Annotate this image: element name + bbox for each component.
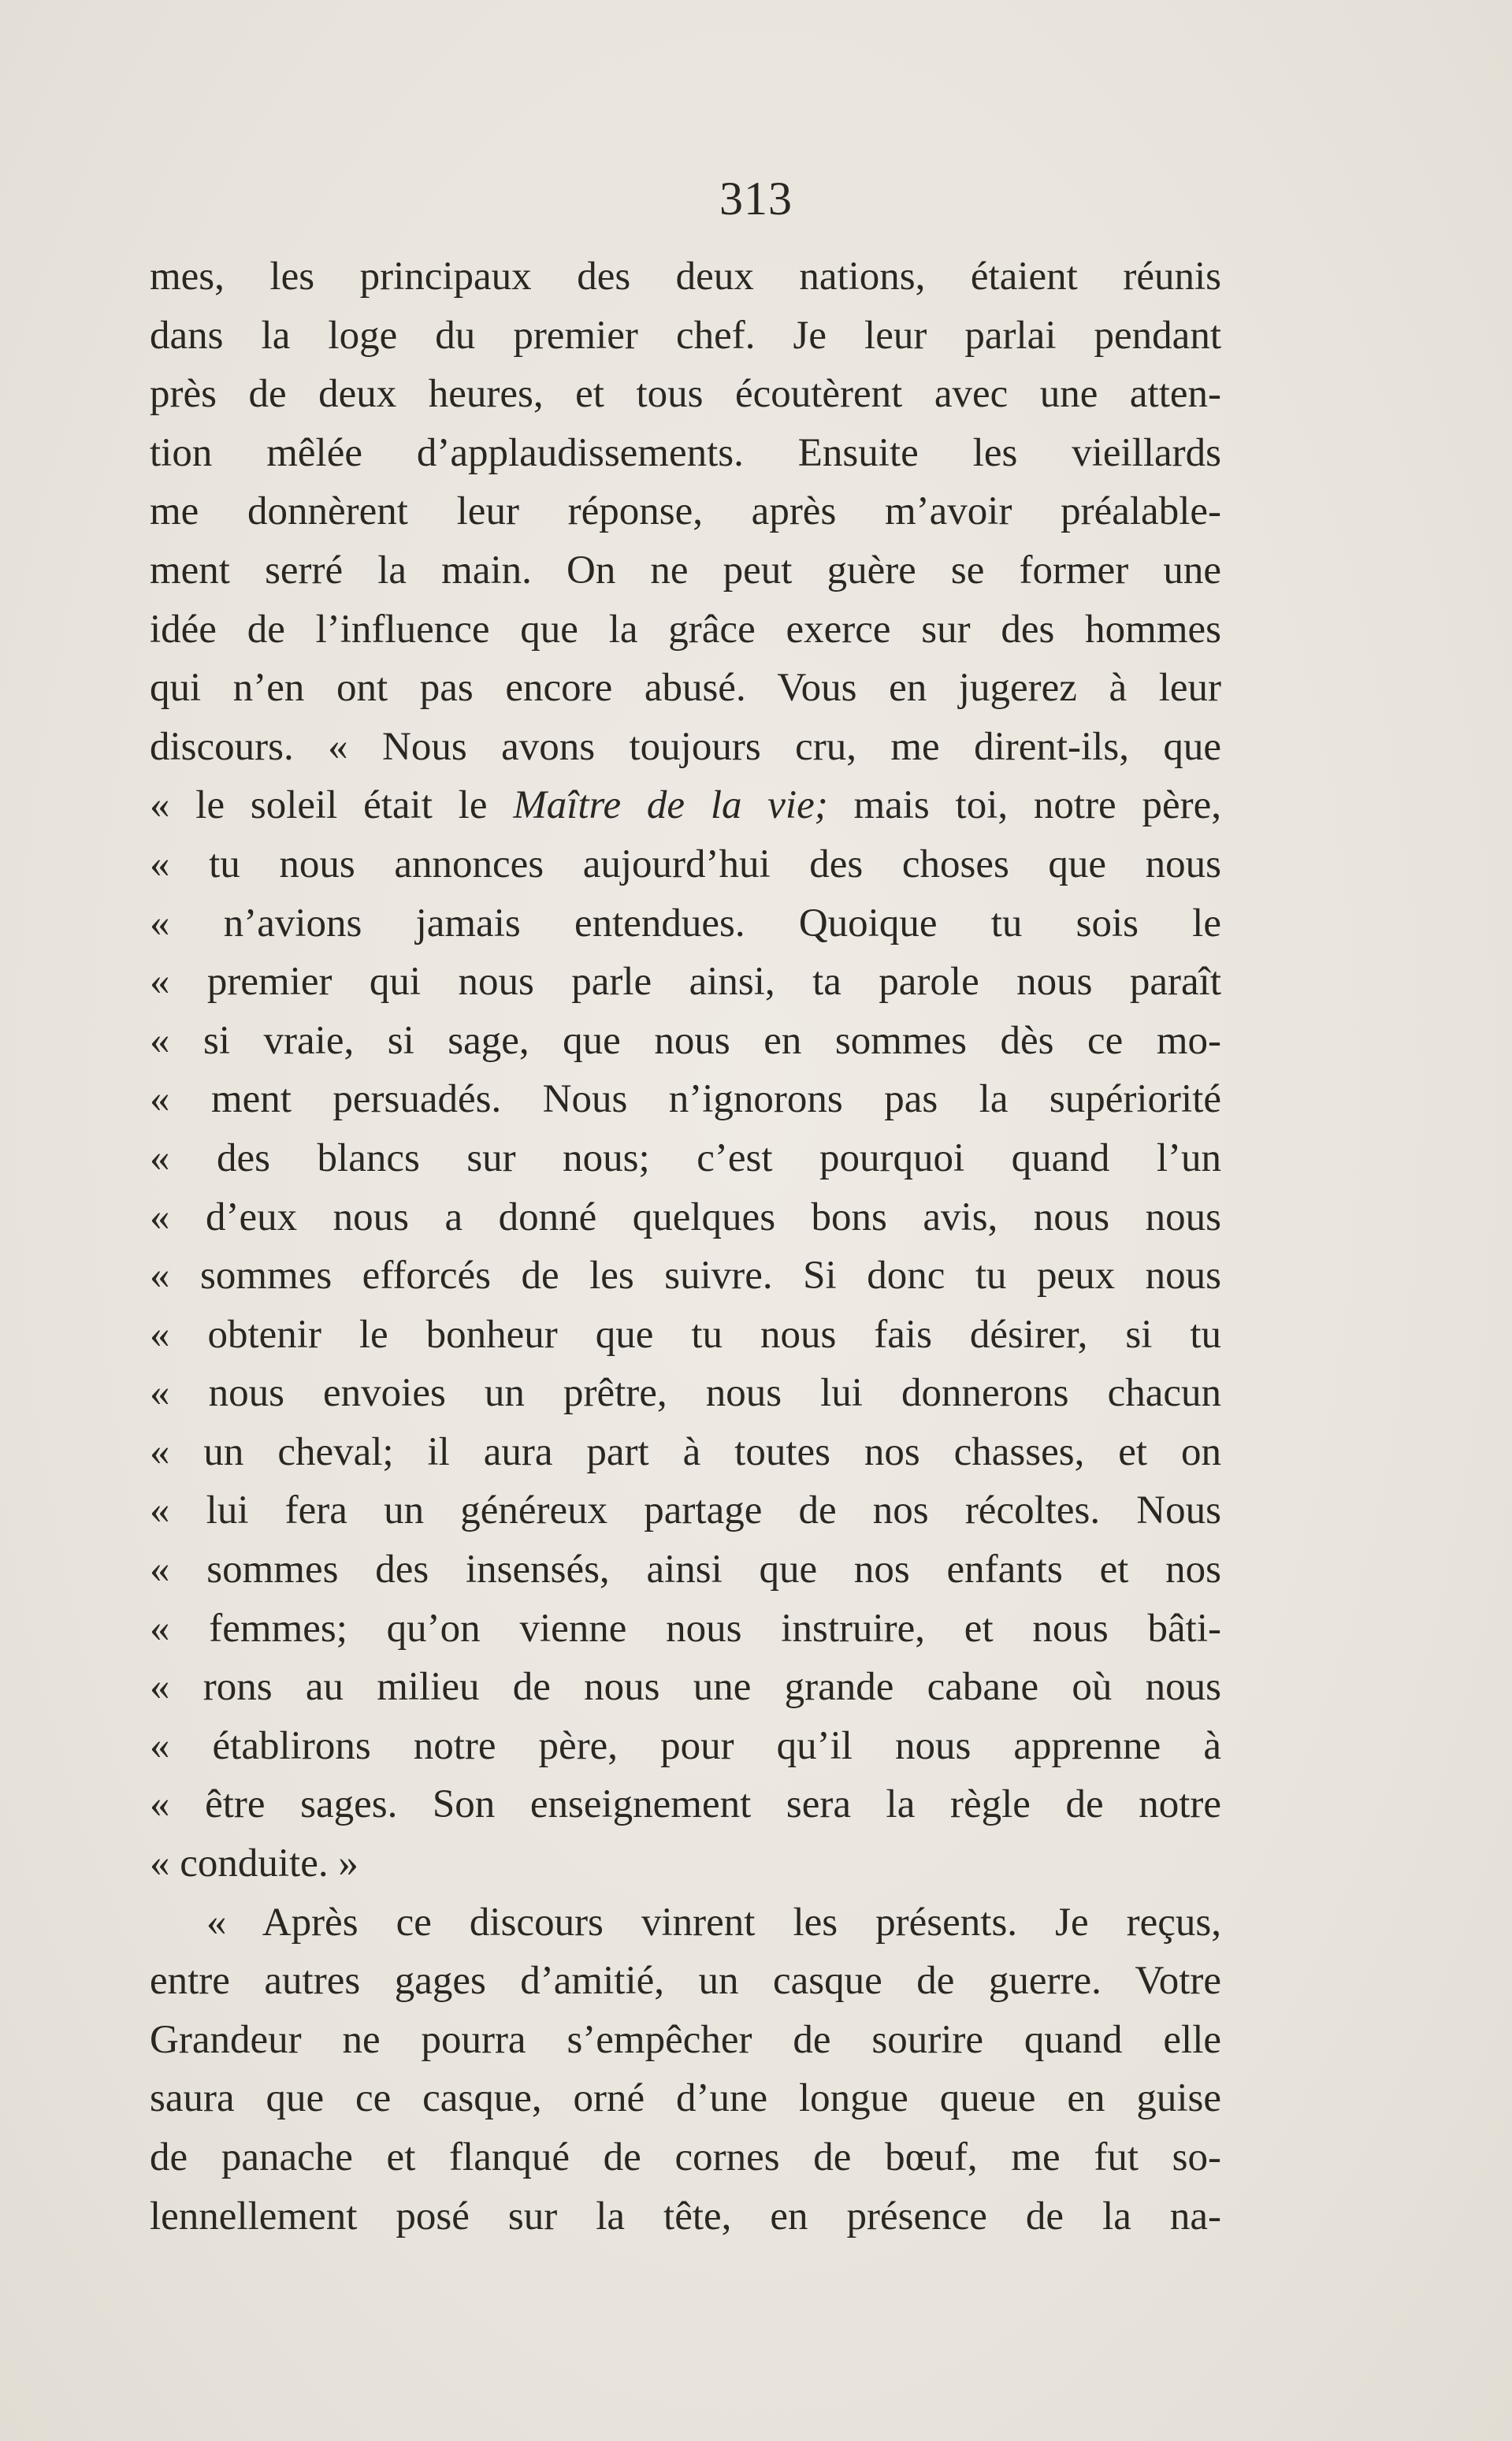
text-line: « sommes des insensés, ainsi que nos enfants et nos bbox=[150, 1547, 1221, 1592]
text-line: Grandeur ne pourra s’empêcher de sourire quand elle bbox=[150, 2017, 1221, 2062]
text-line: lennellement posé sur la tête, en présence de la na- bbox=[150, 2194, 1221, 2239]
line-segment: mais toi, notre père, bbox=[827, 783, 1221, 828]
text-line: près de deux heures, et tous écoutèrent avec une atten- bbox=[150, 372, 1221, 417]
text-line: dans la loge du premier chef. Je leur parlai pendant bbox=[150, 313, 1221, 358]
text-line: saura que ce casque, orné d’une longue queue en guise bbox=[150, 2076, 1221, 2121]
text-line: « n’avions jamais entendues. Quoique tu sois le bbox=[150, 901, 1221, 946]
text-line: ment serré la main. On ne peut guère se former une bbox=[150, 548, 1221, 593]
text-line-with-italic bbox=[150, 776, 1221, 835]
paragraph-start-line: « Après ce discours vinrent les présents. Je reçus, bbox=[206, 1900, 1221, 1945]
text-line: « conduite. » bbox=[150, 1841, 358, 1886]
text-line: « ment persuadés. Nous n’ignorons pas la supériorité bbox=[150, 1077, 1221, 1122]
text-line: « des blancs sur nous; c’est pourquoi quand l’un bbox=[150, 1135, 1221, 1180]
text-line: tion mêlée d’applaudissements. Ensuite les vieillards bbox=[150, 430, 1221, 475]
text-line: « un cheval; il aura part à toutes nos chasses, et on bbox=[150, 1429, 1221, 1474]
text-line: discours. « Nous avons toujours cru, me dirent-ils, que bbox=[150, 724, 1221, 769]
text-line: entre autres gages d’amitié, un casque de guerre. Votre bbox=[150, 1959, 1221, 2004]
text-line: « d’eux nous a donné quelques bons avis, nous nous bbox=[150, 1194, 1221, 1239]
text-line: « obtenir le bonheur que tu nous fais désirer, si tu bbox=[150, 1312, 1221, 1357]
text-line: qui n’en ont pas encore abusé. Vous en jugerez à leur bbox=[150, 666, 1221, 711]
italic-phrase: Maître de la vie; bbox=[513, 783, 828, 828]
text-line: « nous envoies un prêtre, nous lui donnerons chacun bbox=[150, 1371, 1221, 1416]
text-line: « lui fera un généreux partage de nos récoltes. Nous bbox=[150, 1488, 1221, 1533]
text-line: « femmes; qu’on vienne nous instruire, et nous bâti- bbox=[150, 1606, 1221, 1651]
text-line: idée de l’influence que la grâce exerce sur des hommes bbox=[150, 607, 1221, 652]
text-line: « rons au milieu de nous une grande cabane où nous bbox=[150, 1665, 1221, 1710]
text-line: mes, les principaux des deux nations, étaient réunis bbox=[150, 255, 1221, 299]
text-line: « premier qui nous parle ainsi, ta parole nous paraît bbox=[150, 960, 1221, 1005]
body-text bbox=[150, 247, 1221, 2246]
text-line: « établirons notre père, pour qu’il nous apprenne à bbox=[150, 1723, 1221, 1768]
text-line: me donnèrent leur réponse, après m’avoir préalable- bbox=[150, 489, 1221, 534]
text-line: de panache et flanqué de cornes de bœuf, me fut so- bbox=[150, 2135, 1221, 2179]
text-line: « sommes efforcés de les suivre. Si donc tu peux nous bbox=[150, 1254, 1221, 1299]
text-line: « être sages. Son enseignement sera la règle de notre bbox=[150, 1782, 1221, 1827]
text-line: « si vraie, si sage, que nous en sommes dès ce mo- bbox=[150, 1018, 1221, 1063]
line-segment: « le soleil était le bbox=[150, 783, 514, 828]
page-number: 313 bbox=[719, 173, 793, 225]
text-line: « tu nous annonces aujourd’hui des choses que nous bbox=[150, 842, 1221, 886]
